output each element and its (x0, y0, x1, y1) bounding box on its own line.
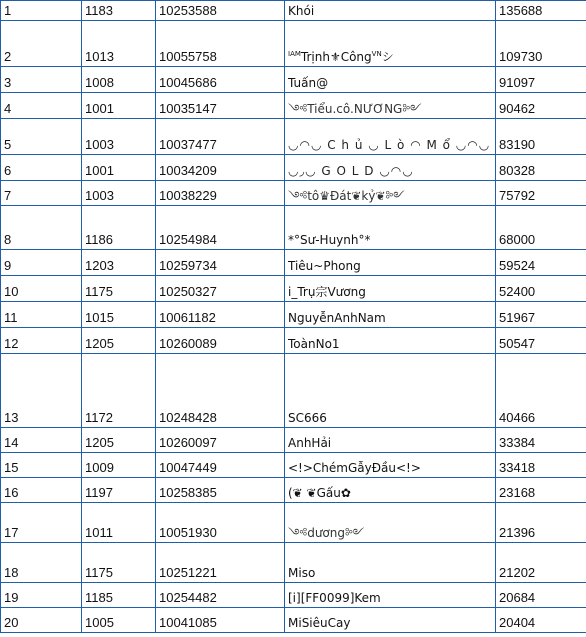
player-name-cell: <!>ChémGẫyĐầu<!> (285, 453, 496, 478)
player-name-cell: MiSiêuCay (285, 608, 496, 633)
score-cell: 40466 (496, 354, 586, 428)
table-row (1, 354, 586, 428)
rank-cell: 12 (1, 328, 82, 354)
table-row (1, 119, 586, 155)
rank-cell: 3 (1, 67, 82, 93)
player-name-cell: ◡◞◡ G O L D ◡◠◡ (285, 155, 496, 181)
player-name-cell: ◡◠◡ C h ủ ◡ L ò ◠ M ổ ◡◠◡ (285, 119, 496, 155)
player-name-cell: [i][FF0099]Kem (285, 583, 496, 608)
score-cell: 52400 (496, 276, 586, 302)
rank-cell: 5 (1, 119, 82, 155)
rank-cell: 20 (1, 608, 82, 633)
rank-cell: 13 (1, 354, 82, 428)
account-id-cell: 10248428 (156, 354, 285, 428)
server-id-cell: 1008 (82, 67, 156, 93)
name-suffix: VN (371, 50, 382, 58)
table-row (1, 453, 586, 478)
rank-cell: 15 (1, 453, 82, 478)
rank-cell: 18 (1, 543, 82, 583)
score-cell: 75792 (496, 181, 586, 206)
server-id-cell: 1011 (82, 503, 156, 543)
player-name-cell: ToànNo1 (285, 328, 496, 354)
table-row (1, 1, 586, 21)
server-id-cell: 1175 (82, 543, 156, 583)
score-cell: 80328 (496, 155, 586, 181)
server-id-cell: 1205 (82, 428, 156, 453)
player-name-cell: ༺dương༻ (285, 503, 496, 543)
server-id-cell: 1183 (82, 1, 156, 21)
rank-cell: 1 (1, 1, 82, 21)
table-row (1, 276, 586, 302)
server-id-cell: 1015 (82, 302, 156, 328)
server-id-cell: 1013 (82, 21, 156, 67)
server-id-cell: 1001 (82, 93, 156, 119)
server-id-cell: 1001 (82, 155, 156, 181)
score-cell: 90462 (496, 93, 586, 119)
score-cell: 51967 (496, 302, 586, 328)
player-name-cell: AnhHải (285, 428, 496, 453)
server-id-cell: 1186 (82, 206, 156, 250)
name-tail: シ (381, 50, 394, 64)
account-id-cell: 10260097 (156, 428, 285, 453)
rank-cell: 2 (1, 21, 82, 67)
player-name-cell: NguyễnAnhNam (285, 302, 496, 328)
server-id-cell: 1003 (82, 119, 156, 155)
account-id-cell: 10047449 (156, 453, 285, 478)
table-row (1, 328, 586, 354)
account-id-cell: 10260089 (156, 328, 285, 354)
player-name-cell: SC666 (285, 354, 496, 428)
score-cell: 20684 (496, 583, 586, 608)
score-cell: 109730 (496, 21, 586, 67)
rank-cell: 11 (1, 302, 82, 328)
server-id-cell: 1203 (82, 250, 156, 276)
server-id-cell: 1003 (82, 181, 156, 206)
name-prefix: IAM (288, 50, 301, 58)
player-name-cell: Miso (285, 543, 496, 583)
account-id-cell: 10251221 (156, 543, 285, 583)
rank-cell: 10 (1, 276, 82, 302)
server-id-cell: 1005 (82, 608, 156, 633)
account-id-cell: 10253588 (156, 1, 285, 21)
score-cell: 33384 (496, 428, 586, 453)
score-cell: 50547 (496, 328, 586, 354)
rank-cell: 14 (1, 428, 82, 453)
score-cell: 20404 (496, 608, 586, 633)
rank-cell: 6 (1, 155, 82, 181)
account-id-cell: 10061182 (156, 302, 285, 328)
score-cell: 59524 (496, 250, 586, 276)
account-id-cell: 10051930 (156, 503, 285, 543)
rank-cell: 4 (1, 93, 82, 119)
server-id-cell: 1185 (82, 583, 156, 608)
player-name-cell: ༺tô♛Đát❦kỷ❦༻ (285, 181, 496, 206)
rank-cell: 7 (1, 181, 82, 206)
table-row (1, 206, 586, 250)
table-row (1, 67, 586, 93)
table-row (1, 543, 586, 583)
account-id-cell: 10038229 (156, 181, 285, 206)
table-row (1, 478, 586, 503)
account-id-cell: 10035147 (156, 93, 285, 119)
table-row (1, 302, 586, 328)
score-cell: 33418 (496, 453, 586, 478)
score-cell: 21396 (496, 503, 586, 543)
ranking-table-body (1, 1, 586, 633)
server-id-cell: 1205 (82, 328, 156, 354)
server-id-cell: 1197 (82, 478, 156, 503)
score-cell: 21202 (496, 543, 586, 583)
account-id-cell: 10041085 (156, 608, 285, 633)
account-id-cell: 10254984 (156, 206, 285, 250)
player-name-cell: *°Sư-Huynh°* (285, 206, 496, 250)
account-id-cell: 10259734 (156, 250, 285, 276)
table-row (1, 181, 586, 206)
account-id-cell: 10055758 (156, 21, 285, 67)
player-name-cell: Khói (285, 1, 496, 21)
server-id-cell: 1172 (82, 354, 156, 428)
player-name-cell: Tuấn@ (285, 67, 496, 93)
table-row (1, 428, 586, 453)
player-name-cell: i_Trụ宗Vương (285, 276, 496, 302)
table-row (1, 93, 586, 119)
account-id-cell: 10254482 (156, 583, 285, 608)
account-id-cell: 10250327 (156, 276, 285, 302)
table-row (1, 21, 586, 67)
rank-cell: 9 (1, 250, 82, 276)
table-row (1, 583, 586, 608)
score-cell: 135688 (496, 1, 586, 21)
score-cell: 68000 (496, 206, 586, 250)
rank-cell: 8 (1, 206, 82, 250)
score-cell: 91097 (496, 67, 586, 93)
rank-cell: 19 (1, 583, 82, 608)
account-id-cell: 10034209 (156, 155, 285, 181)
player-name-cell: (❦ ❦Gấu✿ (285, 478, 496, 503)
server-id-cell: 1009 (82, 453, 156, 478)
table-row (1, 608, 586, 633)
table-row (1, 250, 586, 276)
player-name-cell: Tiêu~Phong (285, 250, 496, 276)
score-cell: 83190 (496, 119, 586, 155)
player-name-cell: ༺Tiểu.cô.NƯƠNG༻ (285, 93, 496, 119)
rank-cell: 16 (1, 478, 82, 503)
account-id-cell: 10258385 (156, 478, 285, 503)
server-id-cell: 1175 (82, 276, 156, 302)
score-cell: 23168 (496, 478, 586, 503)
table-row (1, 155, 586, 181)
account-id-cell: 10045686 (156, 67, 285, 93)
player-name-cell (285, 21, 496, 67)
account-id-cell: 10037477 (156, 119, 285, 155)
player-name: Trịnh⚜Công (300, 50, 372, 64)
rank-cell: 17 (1, 503, 82, 543)
table-row (1, 503, 586, 543)
